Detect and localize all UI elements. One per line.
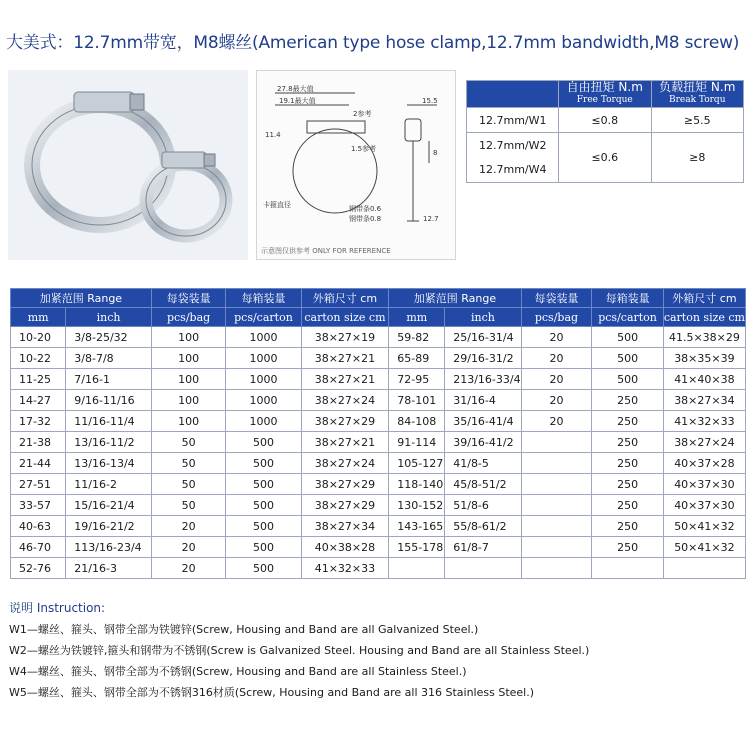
table-cell: 11-25 bbox=[11, 369, 66, 390]
table-row bbox=[11, 327, 746, 348]
table-cell bbox=[521, 558, 592, 579]
table-cell: 13/16-11/2 bbox=[66, 432, 152, 453]
table-cell: 100 bbox=[151, 348, 226, 369]
table-row bbox=[11, 516, 746, 537]
drawing-label: 钢带条0.6 bbox=[349, 205, 382, 213]
table-cell: 250 bbox=[592, 432, 664, 453]
page-title: 大美式：12.7mm带宽，M8螺丝(American type hose clamp,12.7mm bandwidth,M8 screw) bbox=[6, 33, 740, 53]
table-cell: 250 bbox=[592, 516, 664, 537]
table-cell bbox=[389, 558, 445, 579]
table-cell: 21-38 bbox=[11, 432, 66, 453]
table-cell: 38×27×29 bbox=[301, 411, 389, 432]
table-cell: 20 bbox=[151, 558, 226, 579]
table-cell: 41×32×33 bbox=[301, 558, 389, 579]
table-cell bbox=[521, 453, 592, 474]
table-cell: 29/16-31/2 bbox=[445, 348, 521, 369]
table-cell: 500 bbox=[226, 537, 301, 558]
table-cell: 250 bbox=[592, 411, 664, 432]
table-cell bbox=[521, 432, 592, 453]
table-cell bbox=[663, 558, 745, 579]
table-cell: 250 bbox=[592, 390, 664, 411]
hose-clamp-photo bbox=[8, 70, 248, 260]
table-cell: 38×27×21 bbox=[301, 369, 389, 390]
table-cell: 500 bbox=[592, 348, 664, 369]
table-cell: 100 bbox=[151, 327, 226, 348]
table-cell: 91-114 bbox=[389, 432, 445, 453]
table-cell: 50×41×32 bbox=[663, 516, 745, 537]
bag-header: 每袋装量 bbox=[521, 289, 592, 308]
size-header: 外箱尺寸 cm bbox=[301, 289, 389, 308]
table-cell: 1000 bbox=[226, 327, 301, 348]
table-cell: 500 bbox=[592, 369, 664, 390]
table-cell: 41.5×38×29 bbox=[663, 327, 745, 348]
table-cell: 19/16-21/2 bbox=[66, 516, 152, 537]
table-row bbox=[11, 558, 746, 579]
table-cell: 38×27×24 bbox=[301, 390, 389, 411]
table-cell: 38×27×21 bbox=[301, 348, 389, 369]
table-cell: 38×27×19 bbox=[301, 327, 389, 348]
technical-drawing bbox=[256, 70, 456, 260]
table-cell: 41×40×38 bbox=[663, 369, 745, 390]
table-cell: 500 bbox=[592, 327, 664, 348]
table-cell bbox=[521, 537, 592, 558]
drawing-label: 8 bbox=[433, 149, 438, 157]
table-cell: 20 bbox=[521, 327, 592, 348]
table-cell: 155-178 bbox=[389, 537, 445, 558]
table-cell: 38×27×29 bbox=[301, 495, 389, 516]
break-torque-header: 负载扭矩 N.m Break Torqu bbox=[651, 81, 744, 108]
table-cell: 3/8-7/8 bbox=[66, 348, 152, 369]
table-cell: 38×27×24 bbox=[301, 453, 389, 474]
table-cell: 20 bbox=[521, 348, 592, 369]
table-cell: 41/8-5 bbox=[445, 453, 521, 474]
table-cell: 500 bbox=[226, 432, 301, 453]
table-cell: 27-51 bbox=[11, 474, 66, 495]
table-row bbox=[11, 432, 746, 453]
table-cell: 105-127 bbox=[389, 453, 445, 474]
table-cell: 7/16-1 bbox=[66, 369, 152, 390]
table-cell: 38×27×29 bbox=[301, 474, 389, 495]
table-cell: 500 bbox=[226, 495, 301, 516]
table-cell: 1000 bbox=[226, 411, 301, 432]
range-header: 加紧范围 Range bbox=[11, 289, 152, 308]
table-cell: 11/16-2 bbox=[66, 474, 152, 495]
drawing-label: 2参考 bbox=[353, 110, 372, 118]
table-cell: 51/8-6 bbox=[445, 495, 521, 516]
table-row bbox=[11, 453, 746, 474]
table-cell: 143-165 bbox=[389, 516, 445, 537]
drawing-label: 钢带条0.8 bbox=[349, 215, 382, 223]
table-cell: 50 bbox=[151, 495, 226, 516]
table-cell: 25/16-31/4 bbox=[445, 327, 521, 348]
drawing-label: 19.1最大值 bbox=[279, 97, 316, 105]
table-cell: 10-20 bbox=[11, 327, 66, 348]
table-cell: 20 bbox=[151, 516, 226, 537]
table-cell: 500 bbox=[226, 516, 301, 537]
drawing-label: 11.4 bbox=[265, 131, 281, 139]
table-cell: 59-82 bbox=[389, 327, 445, 348]
drawing-label: 15.5 bbox=[422, 97, 438, 105]
table-row: 12.7mm/W4 bbox=[467, 158, 744, 183]
table-cell: 33-57 bbox=[11, 495, 66, 516]
instruction-line: W1—螺丝、箍头、钢带全部为铁镀锌(Screw, Housing and Band are all Galvanized Steel.) bbox=[9, 623, 479, 636]
table-cell: 38×27×34 bbox=[663, 390, 745, 411]
torque-table bbox=[466, 80, 744, 183]
table-cell bbox=[521, 495, 592, 516]
drawing-caption: 示意图仅供参考 ONLY FOR REFERENCE bbox=[261, 247, 391, 255]
table-cell: 61/8-7 bbox=[445, 537, 521, 558]
table-cell: 50×41×32 bbox=[663, 537, 745, 558]
table-row: 12.7mm/W2 ≤0.6 ≥8 bbox=[467, 133, 744, 158]
table-cell: 50 bbox=[151, 432, 226, 453]
table-cell: 52-76 bbox=[11, 558, 66, 579]
spec-table: 加紧范围 Range 每袋装量 每箱装量 外箱尺寸 cm 加紧范围 Range 每袋装量 每箱装量 外箱尺寸 cm mm inch pcs/bag pcs/carton carton size cm mm inch pcs/bag pcs/carton carton size cm 10-20 3/8-25/32 100 1000 38×27×19 59-82 25/16-31/4 20 500 41.5×38×29 10-22 3/8-7/8 100 1000 38×27×21 65-89 29/16-31/2 20 500 38×35×39 11-25 7/16-1 100 1000 38×27×21 72-95 213/16-33/4 20 500 41×40×38 14-27 9/16-11/16 100 1000 38×27×24 78-101 31/16-4 20 250 38×27×34 17-32 11/16-11/4 100 1000 38×27×29 84-108 35/16-41/4 20 250 41×32×33 21-38 13/16-11/2 50 500 38×27×21 91-114 39/16-41/2 250 38×27×24 21-44 13/16-13/4 50 500 38×27×24 105-127 41/8-5 250 40×37×28 27-51 11/16-2 50 500 38×27×29 118-140 45/8-51/2 250 40×37×30 33-57 15/16-21/4 50 500 38×27×29 130-152 51/8-6 250 40×37×30 40-63 19/16-21/2 20 500 38×27×34 143-165 55/8-61/2 250 50×41×32 46-70 113/16-23/4 20 500 40×38×28 155-178 61/8-7 250 50×41×32 52-76 21/16-3 20 500 41×32×33 bbox=[10, 288, 746, 579]
bag-header: 每袋装量 bbox=[151, 289, 226, 308]
table-cell: 50 bbox=[151, 453, 226, 474]
table-cell: 55/8-61/2 bbox=[445, 516, 521, 537]
table-cell: 38×27×21 bbox=[301, 432, 389, 453]
table-cell: 250 bbox=[592, 495, 664, 516]
table-cell: 35/16-41/4 bbox=[445, 411, 521, 432]
table-cell: 10-22 bbox=[11, 348, 66, 369]
table-row bbox=[11, 411, 746, 432]
table-cell: 500 bbox=[226, 474, 301, 495]
instruction-notes bbox=[9, 598, 589, 703]
table-cell: 100 bbox=[151, 411, 226, 432]
table-row bbox=[11, 369, 746, 390]
table-row bbox=[11, 495, 746, 516]
table-cell: 1000 bbox=[226, 348, 301, 369]
table-row bbox=[11, 348, 746, 369]
table-cell: 1000 bbox=[226, 390, 301, 411]
table-cell bbox=[521, 516, 592, 537]
table-cell: 213/16-33/4 bbox=[445, 369, 521, 390]
range-header: 加紧范围 Range bbox=[389, 289, 521, 308]
table-cell: 20 bbox=[521, 411, 592, 432]
table-cell: 50 bbox=[151, 474, 226, 495]
table-cell: 39/16-41/2 bbox=[445, 432, 521, 453]
carton-header: 每箱装量 bbox=[226, 289, 301, 308]
table-cell: 250 bbox=[592, 453, 664, 474]
table-cell: 3/8-25/32 bbox=[66, 327, 152, 348]
table-cell: 500 bbox=[226, 453, 301, 474]
table-cell: 40×37×28 bbox=[663, 453, 745, 474]
table-cell: 40×37×30 bbox=[663, 495, 745, 516]
table-row bbox=[11, 474, 746, 495]
table-cell: 72-95 bbox=[389, 369, 445, 390]
table-cell: 20 bbox=[151, 537, 226, 558]
table-cell: 130-152 bbox=[389, 495, 445, 516]
table-cell: 250 bbox=[592, 537, 664, 558]
table-cell: 40-63 bbox=[11, 516, 66, 537]
table-cell: 9/16-11/16 bbox=[66, 390, 152, 411]
table-cell: 13/16-13/4 bbox=[66, 453, 152, 474]
drawing-label: 12.7 bbox=[423, 215, 439, 223]
table-cell: 38×35×39 bbox=[663, 348, 745, 369]
instruction-line: W5—螺丝、箍头、钢带全部为不锈钢316材质(Screw, Housing and Band are all 316 Stainless Steel.) bbox=[9, 686, 535, 699]
drawing-label: 27.8最大值 bbox=[277, 85, 314, 93]
table-row: 12.7mm/W1 ≤0.8 ≥5.5 bbox=[467, 108, 744, 133]
table-cell: 65-89 bbox=[389, 348, 445, 369]
table-cell bbox=[521, 474, 592, 495]
table-cell: 38×27×34 bbox=[301, 516, 389, 537]
drawing-label: 1.5参考 bbox=[351, 145, 377, 153]
table-cell: 20 bbox=[521, 369, 592, 390]
table-cell: 118-140 bbox=[389, 474, 445, 495]
table-cell: 78-101 bbox=[389, 390, 445, 411]
instruction-line: W4—螺丝、箍头、钢带全部为不锈钢(Screw, Housing and Band are all Stainless Steel.) bbox=[9, 665, 467, 678]
instruction-line: W2—螺丝为铁镀锌,箍头和钢带为不锈钢(Screw is Galvanized Steel. Housing and Band are all Stainless Steel.) bbox=[9, 644, 590, 657]
table-cell: 38×27×24 bbox=[663, 432, 745, 453]
table-cell: 20 bbox=[521, 390, 592, 411]
table-cell: 17-32 bbox=[11, 411, 66, 432]
table-cell: 41×32×33 bbox=[663, 411, 745, 432]
table-row bbox=[11, 390, 746, 411]
table-cell: 46-70 bbox=[11, 537, 66, 558]
table-cell: 1000 bbox=[226, 369, 301, 390]
table-cell: 84-108 bbox=[389, 411, 445, 432]
table-cell: 45/8-51/2 bbox=[445, 474, 521, 495]
free-torque-header: 自由扭矩 N.m Free Torque bbox=[559, 81, 652, 108]
table-row bbox=[11, 537, 746, 558]
table-cell: 113/16-23/4 bbox=[66, 537, 152, 558]
table-cell: 250 bbox=[592, 474, 664, 495]
table-cell: 31/16-4 bbox=[445, 390, 521, 411]
table-cell: 21/16-3 bbox=[66, 558, 152, 579]
table-cell: 500 bbox=[226, 558, 301, 579]
drawing-label: 卡箍直径 bbox=[263, 201, 291, 209]
table-cell bbox=[445, 558, 521, 579]
table-cell: 100 bbox=[151, 390, 226, 411]
carton-header: 每箱装量 bbox=[592, 289, 664, 308]
table-cell: 11/16-11/4 bbox=[66, 411, 152, 432]
table-cell bbox=[592, 558, 664, 579]
size-header: 外箱尺寸 cm bbox=[663, 289, 745, 308]
instruction-heading: 说明 Instruction: bbox=[9, 601, 106, 615]
table-cell: 21-44 bbox=[11, 453, 66, 474]
table-cell: 14-27 bbox=[11, 390, 66, 411]
table-cell: 15/16-21/4 bbox=[66, 495, 152, 516]
table-cell: 40×38×28 bbox=[301, 537, 389, 558]
table-cell: 40×37×30 bbox=[663, 474, 745, 495]
table-cell: 100 bbox=[151, 369, 226, 390]
